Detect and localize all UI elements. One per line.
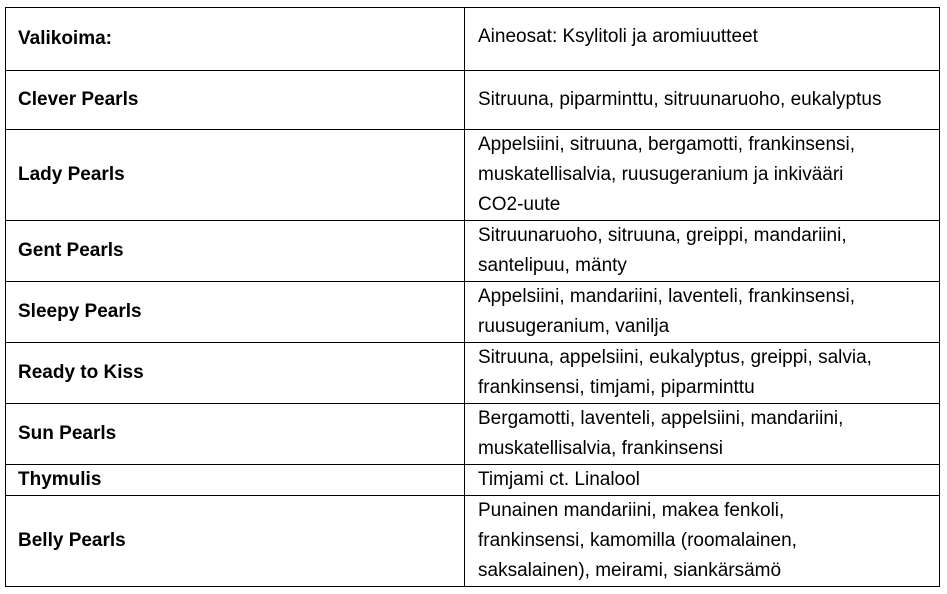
product-name: Lady Pearls — [6, 130, 465, 221]
product-ingredients — [465, 282, 940, 343]
product-name: Clever Pearls — [6, 71, 465, 130]
product-name: Sleepy Pearls — [6, 282, 465, 343]
product-name: Thymulis — [6, 465, 465, 496]
table-row — [6, 465, 940, 496]
table-row — [6, 282, 940, 343]
product-ingredients — [465, 465, 940, 496]
ingredients-line: ruusugeranium, vanilja — [478, 316, 670, 337]
product-ingredients — [465, 221, 940, 282]
table-row — [6, 343, 940, 404]
table-row — [6, 130, 940, 221]
ingredients-line: Appelsiini, sitruuna, bergamotti, frankinsensi, — [478, 134, 856, 155]
header-row — [6, 8, 940, 71]
ingredients-line: Aineosat: Ksylitoli ja aromiuutteet — [478, 26, 758, 47]
ingredients-line: Bergamotti, laventeli, appelsiini, mandariini, — [478, 408, 844, 429]
product-name: Gent Pearls — [6, 221, 465, 282]
ingredients-line: frankinsensi, timjami, piparminttu — [478, 377, 755, 398]
product-name: Belly Pearls — [6, 496, 465, 587]
ingredients-line: muskatellisalvia, ruusugeranium ja inkivääri — [478, 164, 844, 185]
table-row — [6, 221, 940, 282]
table-row — [6, 71, 940, 130]
product-ingredients — [465, 404, 940, 465]
product-name: Ready to Kiss — [6, 343, 465, 404]
header-name-cell: Valikoima: — [6, 8, 465, 71]
ingredients-line: santelipuu, mänty — [478, 255, 627, 276]
header-ingredients-cell — [465, 8, 940, 71]
product-ingredients — [465, 496, 940, 587]
ingredients-line: saksalainen), meirami, siankärsämö — [478, 560, 782, 581]
ingredients-line: Sitruunaruoho, sitruuna, greippi, mandariini, — [478, 225, 847, 246]
ingredients-line: Punainen mandariini, makea fenkoli, — [478, 500, 785, 521]
ingredients-line: muskatellisalvia, frankinsensi — [478, 438, 723, 459]
ingredients-line: Appelsiini, mandariini, laventeli, frankinsensi, — [478, 286, 856, 307]
ingredients-line: Sitruuna, appelsiini, eukalyptus, greippi, salvia, — [478, 347, 872, 368]
product-name: Sun Pearls — [6, 404, 465, 465]
ingredients-line: Timjami ct. Linalool — [478, 469, 640, 490]
product-ingredients-table — [5, 7, 940, 587]
ingredients-line: CO2-uute — [478, 194, 561, 215]
product-ingredients — [465, 343, 940, 404]
table-row — [6, 404, 940, 465]
product-ingredients — [465, 71, 940, 130]
product-ingredients — [465, 130, 940, 221]
table-body — [6, 8, 940, 587]
table-row — [6, 496, 940, 587]
ingredients-line: Sitruuna, piparminttu, sitruunaruoho, eukalyptus — [478, 89, 882, 110]
ingredients-line: frankinsensi, kamomilla (roomalainen, — [478, 530, 797, 551]
